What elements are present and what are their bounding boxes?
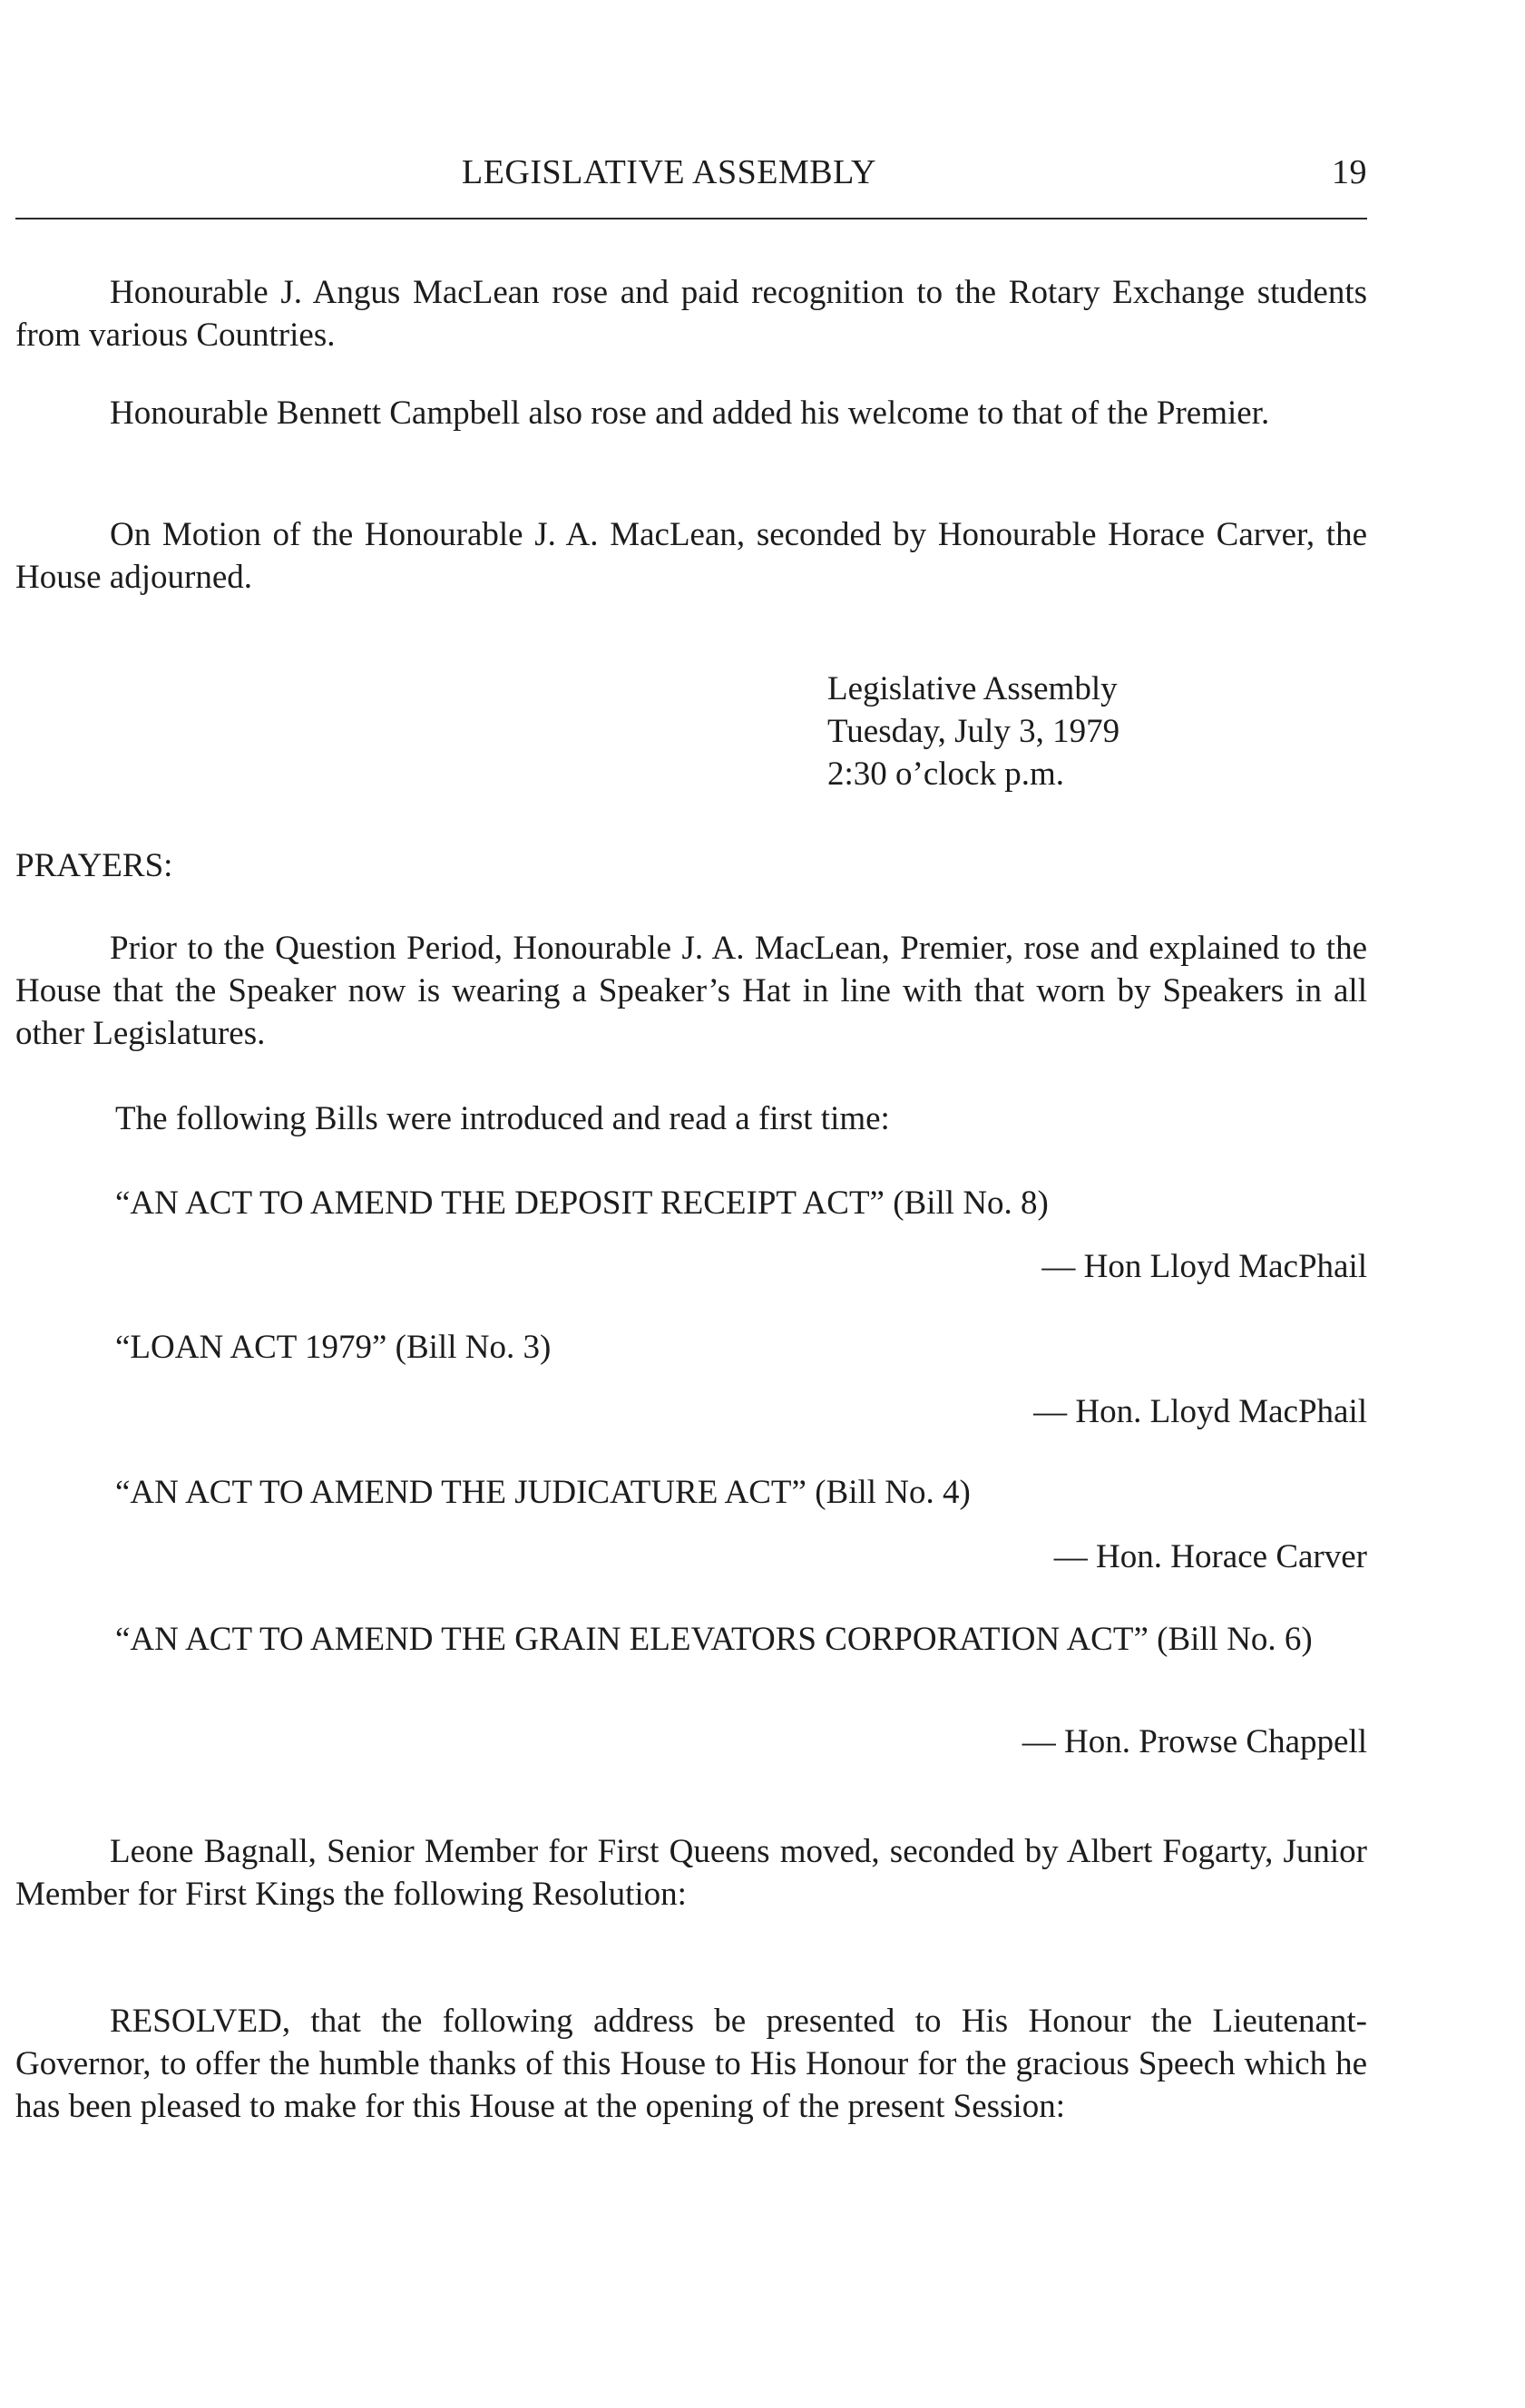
paragraph-adjournment: On Motion of the Honourable J. A. MacLean, seconded by Honourable Horace Carver, the House adjourned. — [15, 516, 1367, 596]
bill-sponsor: — Hon. Horace Carver — [1053, 1538, 1367, 1575]
bill-sponsor: — Hon Lloyd MacPhail — [1041, 1248, 1367, 1285]
sitting-date: Tuesday, July 3, 1979 — [827, 713, 1120, 750]
bill-sponsor: — Hon. Lloyd MacPhail — [1033, 1393, 1367, 1430]
paragraph-resolved: RESOLVED, that the following address be presented to His Honour the Lieutenant-Governor, to offer the humble thanks of this House to His Honour for the gracious Speech which he has been pleased to make for this House at the opening of the present Session: — [15, 2003, 1367, 2125]
sitting-time: 2:30 o’clock p.m. — [827, 756, 1065, 793]
bills-intro: The following Bills were introduced and read a first time: — [115, 1100, 890, 1137]
sitting-body: Legislative Assembly — [827, 670, 1118, 707]
paragraph-speaker-hat: Prior to the Question Period, Honourable J. A. MacLean, Premier, rose and explained to the House that the Speaker now is wearing a Speaker’s Hat in line with that worn by Speakers in all other Legislatures. — [15, 930, 1367, 1052]
header-rule — [15, 218, 1367, 219]
page-header — [15, 152, 1367, 200]
bill-title: “AN ACT TO AMEND THE JUDICATURE ACT” (Bill No. 4) — [115, 1474, 971, 1511]
prayers-heading: PRAYERS: — [15, 847, 173, 884]
paragraph-rotary-exchange: Honourable J. Angus MacLean rose and paid recognition to the Rotary Exchange students from various Countries. — [15, 274, 1367, 354]
header-title: LEGISLATIVE ASSEMBLY — [462, 153, 876, 191]
bill-title: “LOAN ACT 1979” (Bill No. 3) — [115, 1329, 552, 1366]
bill-sponsor: — Hon. Prowse Chappell — [1022, 1723, 1367, 1760]
bill-title: “AN ACT TO AMEND THE GRAIN ELEVATORS CORPORATION ACT” (Bill No. 6) — [115, 1621, 1313, 1658]
paragraph-resolution-motion: Leone Bagnall, Senior Member for First Queens moved, seconded by Albert Fogarty, Junior Member for First Kings the following Resolution: — [15, 1833, 1367, 1913]
sitting-dateline — [827, 668, 1335, 795]
page-number: 19 — [1332, 153, 1367, 191]
paragraph-welcome: Honourable Bennett Campbell also rose and added his welcome to that of the Premier. — [110, 395, 1270, 432]
bill-title: “AN ACT TO AMEND THE DEPOSIT RECEIPT ACT” (Bill No. 8) — [115, 1185, 1049, 1222]
